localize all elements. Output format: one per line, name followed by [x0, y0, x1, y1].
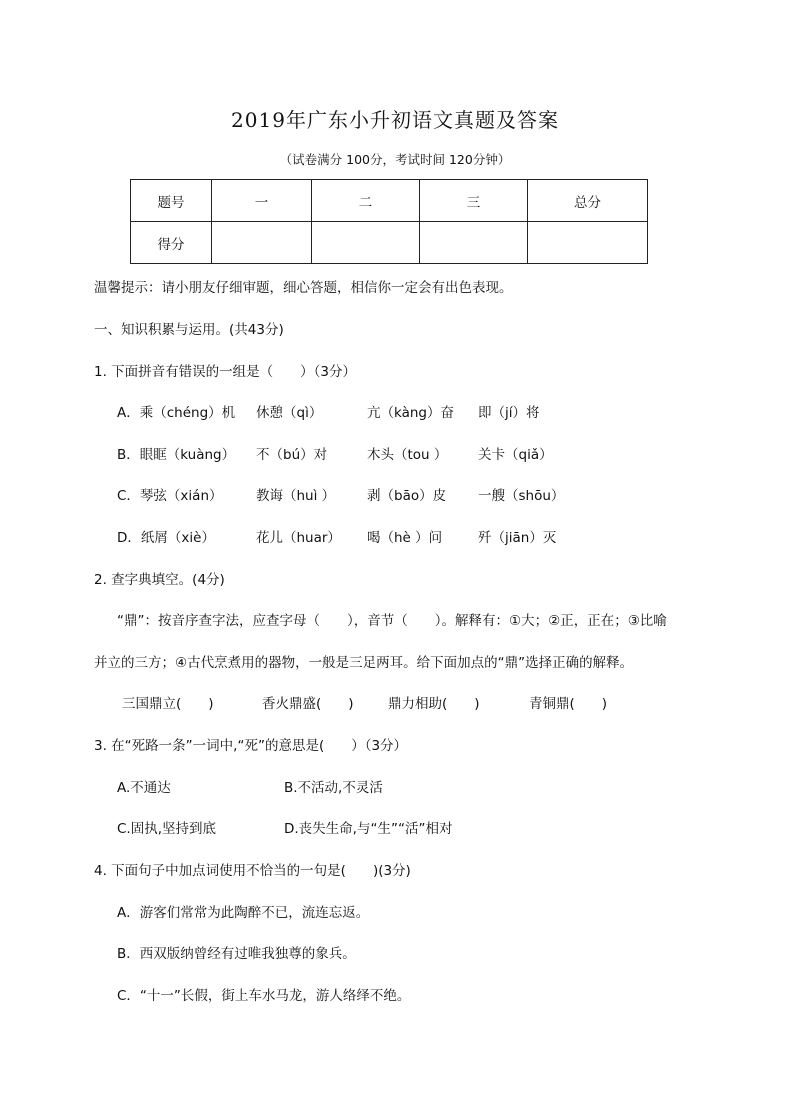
q3-option-c: C.固执,坚持到底: [117, 821, 217, 837]
q2-item-2: 香火鼎盛( ): [262, 696, 354, 712]
question-2-text-line-1: “鼎”：按音序查字法，应查字母（ ），音节（ ）。解释有：①大；②正，正在；③比喻: [117, 613, 667, 629]
q1-option-b-1: B．眼眶（kuàng）: [117, 447, 236, 463]
row-label-cell: 得分: [131, 222, 212, 264]
question-2-stem: 2. 查字典填空。(4分): [94, 572, 225, 588]
q1-option-b-4: 关卡（qiǎ）: [478, 447, 553, 463]
score-cell: [420, 222, 528, 264]
q1-option-d-4: 歼（jiān）灭: [478, 530, 557, 546]
header-cell: 总分: [528, 180, 648, 222]
q3-option-a: A.不通达: [117, 780, 171, 796]
header-cell: 二: [312, 180, 420, 222]
score-table-score-row: [131, 222, 648, 264]
score-table-header-row: [131, 180, 648, 222]
q1-option-c-1: C．琴弦（xián）: [117, 488, 223, 504]
q1-option-a-1: A．乘（chéng）机: [117, 405, 236, 421]
q1-option-c-3: 剥（bāo）皮: [367, 488, 447, 504]
score-table: [130, 179, 648, 264]
q1-option-d-1: D．纸屑（xiè）: [117, 530, 215, 546]
question-2-text-line-2: 并立的三方；④古代烹煮用的器物，一般是三足两耳。给下面加点的“鼎”选择正确的解释。: [94, 655, 634, 671]
header-cell: 一: [212, 180, 312, 222]
header-cell: 三: [420, 180, 528, 222]
q2-item-3: 鼎力相助( ): [388, 696, 480, 712]
q1-option-c-2: 教诲（huì ）: [256, 488, 336, 504]
question-4-stem: 4. 下面句子中加点词使用不恰当的一句是( )(3分): [94, 863, 411, 879]
q1-option-a-3: 亢（kàng）奋: [367, 405, 454, 421]
q2-item-1: 三国鼎立( ): [122, 696, 214, 712]
section-heading: 一、知识积累与运用。(共43分): [94, 322, 284, 338]
q2-item-4: 青铜鼎( ): [529, 696, 608, 712]
question-1-stem: 1. 下面拼音有错误的一组是（ ）（3分）: [94, 364, 357, 380]
q1-option-c-4: 一艘（shōu）: [478, 488, 565, 504]
q4-option-c: C．“十一”长假，街上车水马龙，游人络绎不绝。: [117, 988, 411, 1004]
question-3-stem: 3. 在“死路一条”一词中,“死”的意思是( ）（3分）: [94, 738, 408, 754]
header-cell: 题号: [131, 180, 212, 222]
q4-option-a: A．游客们常常为此陶醉不已，流连忘返。: [117, 905, 370, 921]
q1-option-d-3: 喝（hè ）问: [367, 530, 443, 546]
q1-option-b-3: 木头（tou ）: [367, 447, 448, 463]
q3-option-d: D.丧失生命,与“生”“活”相对: [284, 821, 453, 837]
q1-option-d-2: 花儿（huar）: [256, 530, 341, 546]
q1-option-a-2: 休憩（qì）: [256, 405, 323, 421]
q1-option-a-4: 即（jí）将: [478, 405, 540, 421]
score-cell: [528, 222, 648, 264]
score-cell: [312, 222, 420, 264]
exam-subtitle: （试卷满分 100分，考试时间 120分钟）: [279, 152, 511, 167]
score-cell: [212, 222, 312, 264]
tip-text: 温馨提示：请小朋友仔细审题，细心答题，相信你一定会有出色表现。: [94, 280, 513, 296]
exam-title: 2019年广东小升初语文真题及答案: [231, 108, 559, 132]
q3-option-b: B.不活动,不灵活: [284, 780, 383, 796]
q4-option-b: B．西双版纳曾经有过唯我独尊的象兵。: [117, 946, 356, 962]
q1-option-b-2: 不（bú）对: [256, 447, 328, 463]
